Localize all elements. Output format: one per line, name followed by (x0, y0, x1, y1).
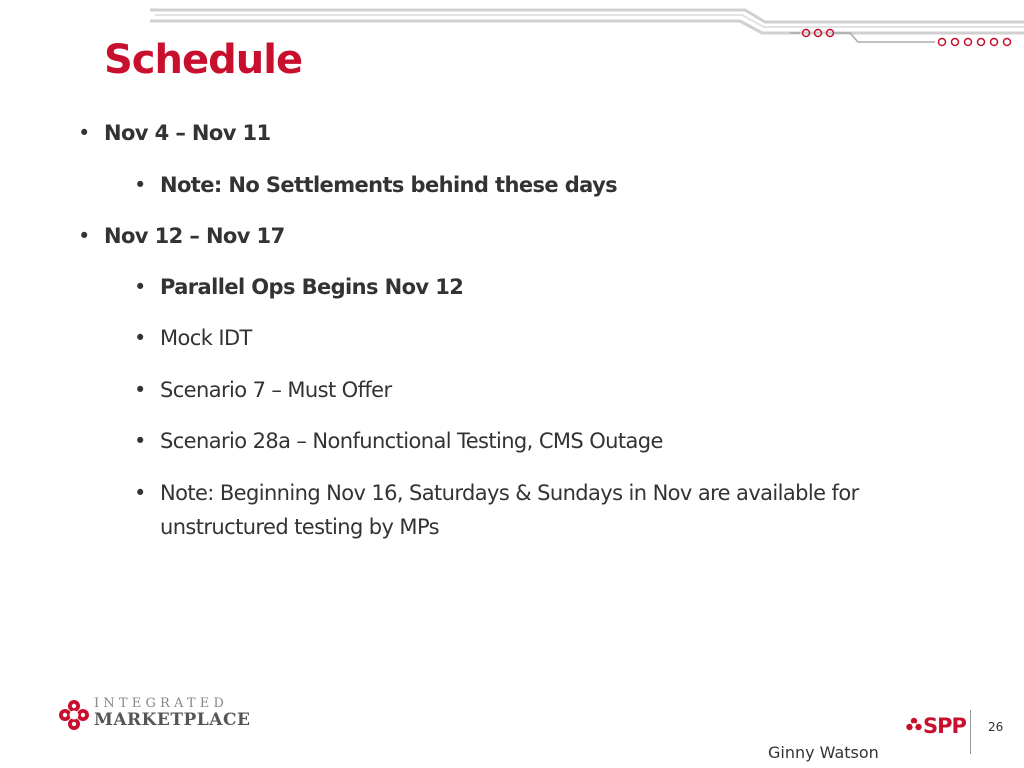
spp-logo-icon (905, 717, 923, 733)
sub-bullet-item: • Note: No Settlements behind these days (160, 168, 980, 202)
footer-divider (970, 710, 971, 754)
logo-text-marketplace: MARKETPLACE (94, 710, 251, 730)
spp-logo-text: SPP (923, 714, 966, 738)
integrated-marketplace-logo-icon (58, 699, 90, 731)
sub-bullet-item: • Scenario 28a – Nonfunctional Testing, CMS Outage (160, 424, 980, 458)
presenter-name: Ginny Watson (768, 743, 879, 762)
sub-bullet-item: • Note: Beginning Nov 16, Saturdays & Sundays in Nov are available for unstructured testing by MPs (160, 476, 980, 544)
bullet-item: • Nov 4 – Nov 11 (104, 116, 984, 150)
sub-bullet-item: • Mock IDT (160, 321, 980, 355)
sub-bullet-item: • Scenario 7 – Must Offer (160, 373, 980, 407)
slide-title: Schedule (104, 37, 303, 83)
integrated-marketplace-logo (58, 696, 258, 736)
sub-bullet-item: • Parallel Ops Begins Nov 12 (160, 270, 980, 304)
logo-text-integrated: INTEGRATED (94, 696, 229, 711)
bullet-item: • Nov 12 – Nov 17 (104, 219, 984, 253)
page-number: 26 (988, 720, 1004, 734)
spp-logo (905, 712, 965, 748)
